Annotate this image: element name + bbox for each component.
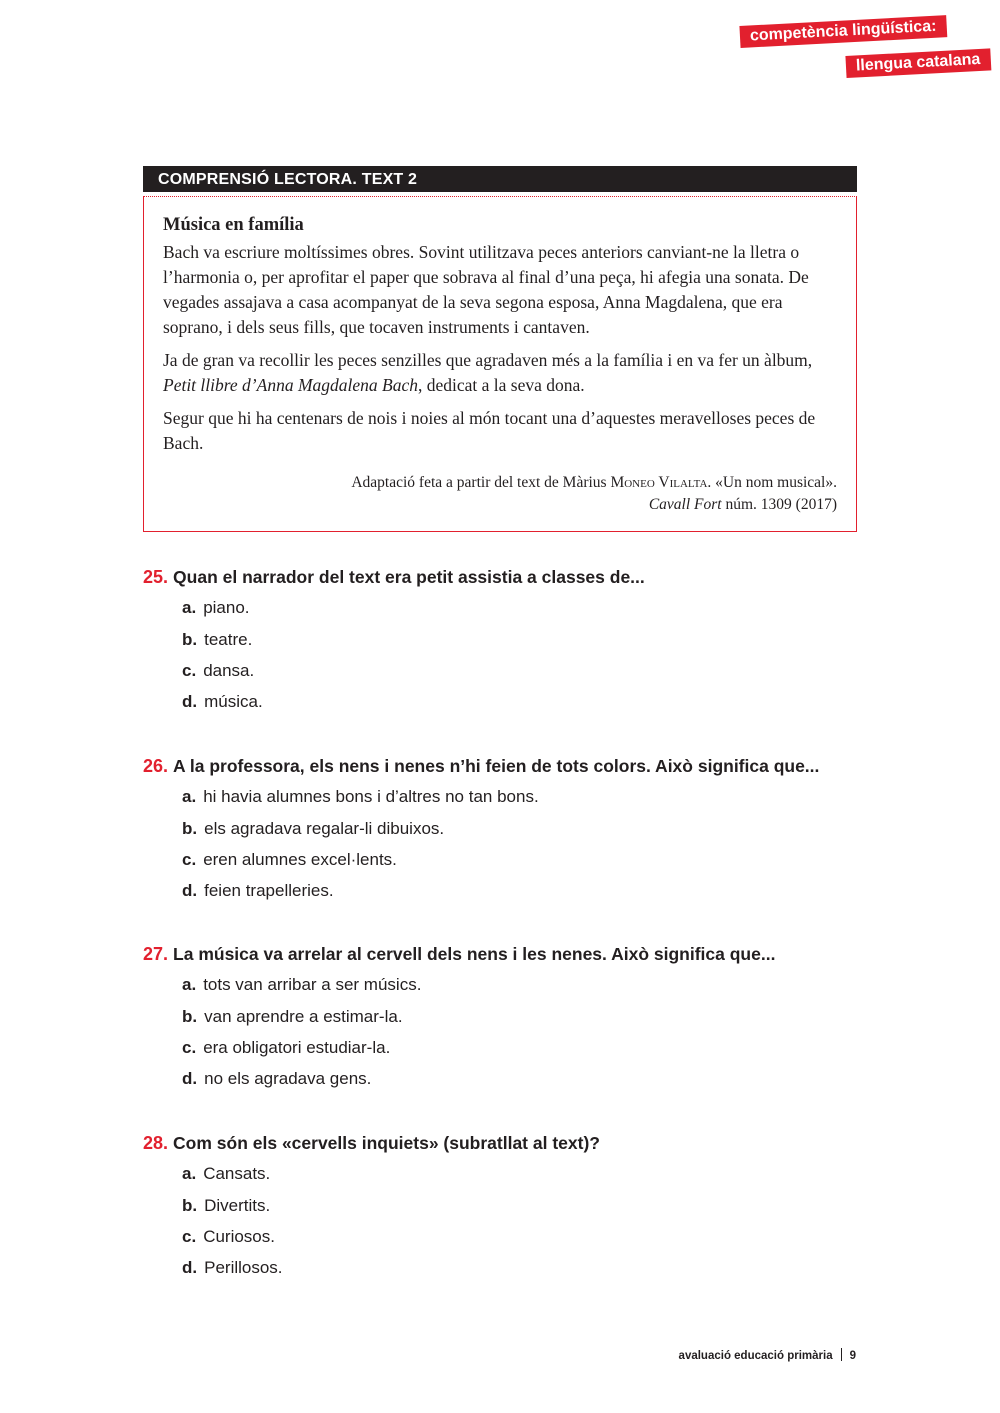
option-letter: c. bbox=[182, 1037, 197, 1057]
option-letter: a. bbox=[182, 1164, 197, 1184]
section-title: COMPRENSIÓ LECTORA. TEXT 2 bbox=[158, 171, 418, 188]
option-b[interactable] bbox=[182, 629, 863, 651]
question-28 bbox=[143, 1132, 863, 1279]
reading-paragraph-2-end: , dedicat a la seva dona. bbox=[418, 375, 585, 395]
option-letter: c. bbox=[182, 660, 197, 680]
option-text: hi havia alumnes bons i d’altres no tan bons. bbox=[203, 787, 539, 807]
source-prefix: Adaptació feta a partir del text de Màrius bbox=[351, 474, 611, 491]
option-d[interactable] bbox=[182, 691, 863, 713]
option-text: feien trapelleries. bbox=[204, 881, 334, 901]
source-suffix: . «Un nom musical». bbox=[707, 474, 837, 491]
question-text: La música va arrelar al cervell dels nens i les nenes. Això significa que... bbox=[173, 944, 776, 964]
source-author: Moneo Vilalta bbox=[610, 474, 708, 491]
source-publication: Cavall Fort bbox=[648, 496, 722, 513]
reading-title: Música en família bbox=[163, 215, 304, 235]
question-heading bbox=[143, 943, 863, 965]
question-heading bbox=[143, 566, 863, 588]
option-letter: d. bbox=[182, 692, 198, 712]
option-d[interactable] bbox=[182, 880, 863, 902]
option-letter: c. bbox=[182, 1226, 197, 1246]
reading-paragraph-3: Segur que hi ha centenars de nois i noies al món tocant una d’aquestes meravelloses peces de Bach. bbox=[163, 408, 816, 453]
option-b[interactable] bbox=[182, 1006, 863, 1028]
option-letter: b. bbox=[182, 629, 198, 649]
option-c[interactable] bbox=[182, 1226, 863, 1248]
option-text: els agradava regalar-li dibuixos. bbox=[204, 818, 445, 838]
option-text: era obligatori estudiar-la. bbox=[203, 1037, 391, 1057]
option-b[interactable] bbox=[182, 1195, 863, 1217]
option-c[interactable] bbox=[182, 660, 863, 682]
option-text: tots van arribar a ser músics. bbox=[203, 975, 422, 995]
option-text: teatre. bbox=[204, 629, 253, 649]
option-letter: b. bbox=[182, 818, 198, 838]
subject-tag-line1: competència lingüística: bbox=[739, 15, 947, 48]
question-heading bbox=[143, 1132, 863, 1154]
question-number: 26. bbox=[143, 756, 169, 776]
page-footer bbox=[679, 1348, 856, 1364]
option-letter: d. bbox=[182, 881, 198, 901]
question-number: 28. bbox=[143, 1133, 169, 1153]
option-d[interactable] bbox=[182, 1257, 863, 1279]
option-text: van aprendre a estimar-la. bbox=[204, 1006, 403, 1026]
question-26 bbox=[143, 755, 863, 902]
section-title-bar bbox=[143, 166, 857, 192]
question-25 bbox=[143, 566, 863, 713]
option-a[interactable] bbox=[182, 1163, 863, 1185]
option-text: Perillosos. bbox=[204, 1258, 283, 1278]
option-text: música. bbox=[204, 692, 263, 712]
question-heading bbox=[143, 755, 863, 777]
question-text: Com són els «cervells inquiets» (subratllat al text)? bbox=[173, 1133, 600, 1153]
reading-paragraph-2-start: Ja de gran va recollir les peces senzilles que agradaven més a la família i en va fer un àlbum, bbox=[163, 350, 813, 370]
question-number: 25. bbox=[143, 567, 169, 587]
option-a[interactable] bbox=[182, 597, 863, 619]
option-text: Cansats. bbox=[203, 1164, 271, 1184]
reading-text-box bbox=[143, 196, 857, 532]
option-letter: a. bbox=[182, 975, 197, 995]
question-number: 27. bbox=[143, 944, 169, 964]
option-letter: b. bbox=[182, 1195, 198, 1215]
option-b[interactable] bbox=[182, 818, 863, 840]
book-title: Petit llibre d’Anna Magdalena Bach bbox=[163, 375, 418, 395]
question-27 bbox=[143, 943, 863, 1090]
question-text: Quan el narrador del text era petit assistia a classes de... bbox=[173, 567, 645, 587]
question-text: A la professora, els nens i nenes n’hi feien de tots colors. Això significa que... bbox=[173, 756, 820, 776]
option-letter: a. bbox=[182, 787, 197, 807]
option-text: Curiosos. bbox=[203, 1226, 275, 1246]
footer-divider bbox=[841, 1348, 842, 1361]
option-letter: b. bbox=[182, 1006, 198, 1026]
source-citation bbox=[163, 472, 837, 516]
option-text: Divertits. bbox=[204, 1195, 271, 1215]
option-text: no els agradava gens. bbox=[204, 1069, 372, 1089]
option-letter: d. bbox=[182, 1258, 198, 1278]
option-letter: c. bbox=[182, 849, 197, 869]
footer-label: avaluació educació primària bbox=[678, 1350, 833, 1362]
option-a[interactable] bbox=[182, 786, 863, 808]
option-d[interactable] bbox=[182, 1068, 863, 1090]
option-text: eren alumnes excel·lents. bbox=[203, 849, 397, 869]
option-c[interactable] bbox=[182, 1037, 863, 1059]
option-text: dansa. bbox=[203, 660, 255, 680]
reading-paragraph-2 bbox=[163, 348, 837, 398]
reading-paragraph-1: Bach va escriure moltíssimes obres. Sovint utilitzava peces anteriors canviant-ne la lletra o l’harmonia o, per aprofitar el paper que sobrava al final d’una peça, hi afegia una sonata. De vegades assajava a casa acompanyat de la seva segona esposa, Anna Magdalena, que era soprano, i dels seus fills, que tocaven instruments i cantaven. bbox=[163, 242, 809, 337]
option-letter: a. bbox=[182, 598, 197, 618]
option-letter: d. bbox=[182, 1069, 198, 1089]
option-text: piano. bbox=[203, 598, 250, 618]
source-publication-rest: núm. 1309 (2017) bbox=[721, 496, 837, 513]
page-number: 9 bbox=[849, 1350, 856, 1362]
subject-tag-line2: llengua catalana bbox=[845, 48, 990, 78]
option-c[interactable] bbox=[182, 849, 863, 871]
option-a[interactable] bbox=[182, 974, 863, 996]
